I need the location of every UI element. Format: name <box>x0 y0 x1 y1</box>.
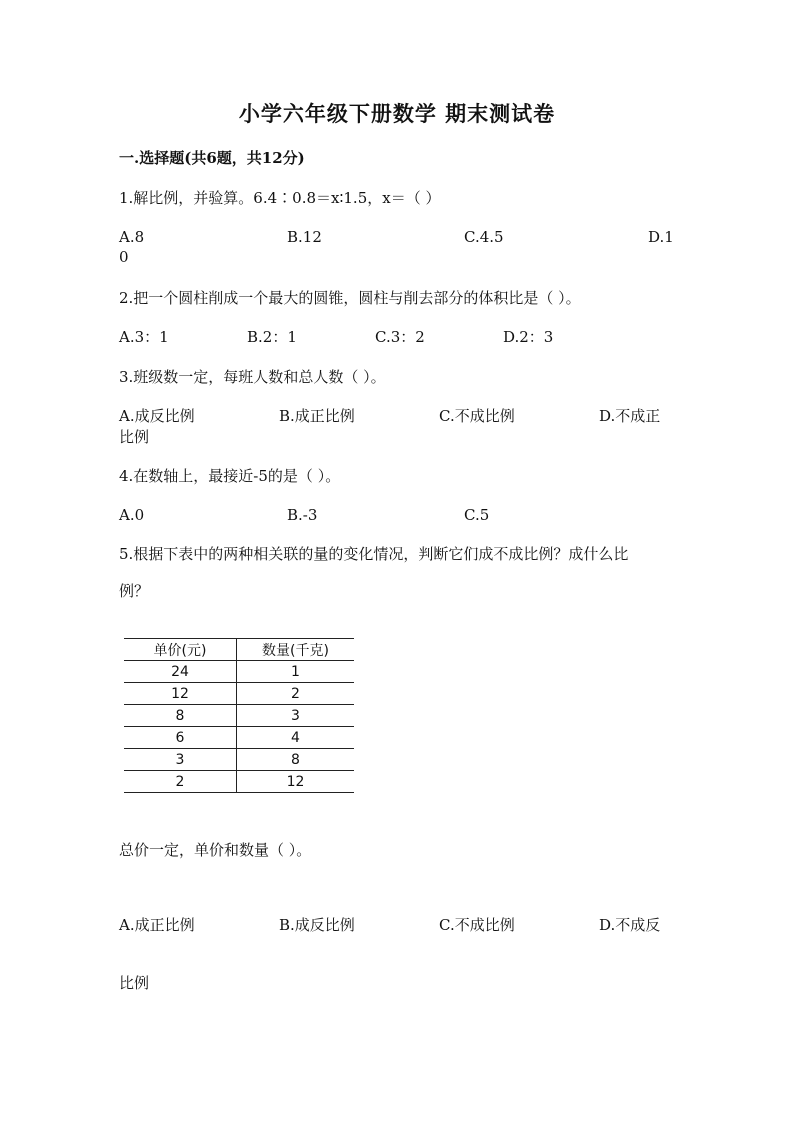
table-row <box>124 727 354 749</box>
table-cell: 3 <box>124 749 237 771</box>
question-5-option-d: D.不成反 <box>599 916 661 934</box>
question-4-option-b: B.-3 <box>287 506 318 524</box>
table-cell: 4 <box>237 727 355 749</box>
question-3-option-c: C.不成比例 <box>439 407 515 425</box>
question-2-option-a: A.3：1 <box>119 328 169 346</box>
question-3-option-a: A.成反比例 <box>119 407 195 425</box>
table-cell: 2 <box>237 683 355 705</box>
table-row <box>124 771 354 793</box>
question-2-option-b: B.2：1 <box>247 328 297 346</box>
question-1-option-a: A.8 <box>119 228 145 246</box>
table-cell: 12 <box>124 683 237 705</box>
table-header-cell: 数量(千克) <box>237 639 355 661</box>
table-row <box>124 683 354 705</box>
question-1-option-b: B.12 <box>287 228 322 246</box>
question-1-option-c: C.4.5 <box>464 228 504 246</box>
question-2-text: 2.把一个圆柱削成一个最大的圆锥，圆柱与削去部分的体积比是（ ）。 <box>119 289 581 307</box>
question-5-prompt: 总价一定，单价和数量（ ）。 <box>119 841 312 859</box>
question-2-option-c: C.3：2 <box>375 328 425 346</box>
question-3-option-b: B.成正比例 <box>279 407 355 425</box>
question-1-text: 1.解比例，并验算。6.4∶0.8＝x∶1.5，x＝（ ） <box>119 189 441 207</box>
question-3-option-d: D.不成正 <box>599 407 661 425</box>
question-1-option-d-wrap: 0 <box>119 248 129 266</box>
table-cell: 6 <box>124 727 237 749</box>
table-row <box>124 661 354 683</box>
question-5-option-b: B.成反比例 <box>279 916 355 934</box>
table-row <box>124 749 354 771</box>
question-5-text-line2: 例？ <box>119 582 150 600</box>
table-cell: 3 <box>237 705 355 727</box>
question-4-text: 4.在数轴上，最接近-5的是（ ）。 <box>119 467 341 485</box>
table-cell: 8 <box>237 749 355 771</box>
question-5-option-a: A.成正比例 <box>119 916 195 934</box>
table-cell: 24 <box>124 661 237 683</box>
table-cell: 8 <box>124 705 237 727</box>
price-quantity-table <box>124 638 354 793</box>
page-title: 小学六年级下册数学 期末测试卷 <box>238 101 556 126</box>
table-header-cell: 单价(元) <box>124 639 237 661</box>
question-4-option-c: C.5 <box>464 506 490 524</box>
table-header-row <box>124 639 354 661</box>
question-5-option-d-wrap: 比例 <box>119 974 150 992</box>
question-3-option-d-wrap: 比例 <box>119 428 150 446</box>
table-cell: 2 <box>124 771 237 793</box>
table-cell: 1 <box>237 661 355 683</box>
section-heading: 一.选择题(共6题，共12分) <box>119 149 305 167</box>
table-row <box>124 705 354 727</box>
question-3-text: 3.班级数一定，每班人数和总人数（ ）。 <box>119 368 386 386</box>
question-2-option-d: D.2：3 <box>503 328 554 346</box>
question-1-option-d: D.1 <box>648 228 674 246</box>
table-cell: 12 <box>237 771 355 793</box>
question-5-text-line1: 5.根据下表中的两种相关联的量的变化情况，判断它们成不成比例？成什么比 <box>119 545 629 563</box>
question-4-option-a: A.0 <box>119 506 145 524</box>
question-5-option-c: C.不成比例 <box>439 916 515 934</box>
